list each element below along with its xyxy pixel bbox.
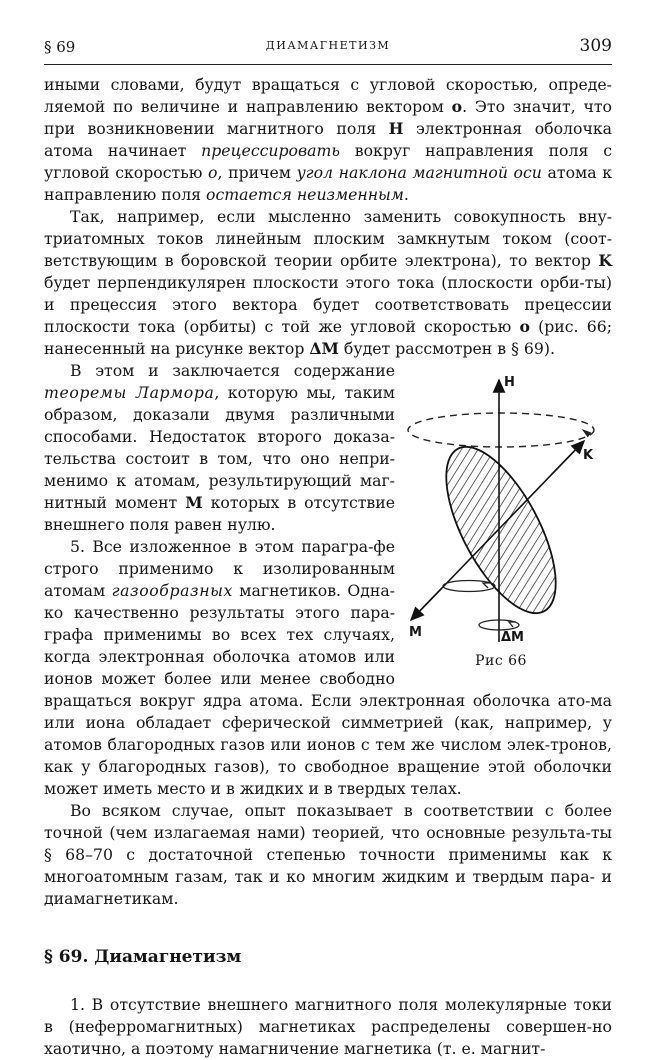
precession-diagram bbox=[401, 370, 616, 650]
label-m: M bbox=[409, 625, 422, 640]
running-title: ДИАМАГНЕТИЗМ bbox=[265, 39, 391, 52]
lower-precession-ellipse bbox=[443, 581, 495, 592]
figure-caption: Рис 66 bbox=[475, 653, 527, 669]
top-precession-ellipse bbox=[408, 413, 594, 447]
page-number: 309 bbox=[579, 36, 612, 56]
section-title: § 69. Диамагнетизм bbox=[44, 947, 242, 967]
paragraph-1: иными словами, будут вращаться с угловой скоростью, опреде-ляемой по величине и направлению вектором o. Это значит, что при возникновении магнитного поля H электронная оболочка атома начинает прецессировать вокруг направления поля с угловой скоростью o, причем угол наклона магнитной оси атома к направлению поля остается неизменным. bbox=[44, 75, 612, 204]
paragraph-5: Во всяком случае, опыт показывает в соответствии с более точной (чем излагаемая нами) теорией, что основные результа-ты § 68–70 с достаточной степенью точности применимы как к многоатомным газам, так и ко многим жидким и твердым пара- и диамагнетикам. bbox=[44, 801, 612, 908]
label-h: H bbox=[504, 375, 515, 390]
page-header bbox=[44, 38, 612, 60]
label-k: K bbox=[583, 448, 594, 463]
header-rule bbox=[44, 64, 612, 65]
paragraph-3: В этом и заключается содержание теоремы Лармора, которую мы, таким образом, доказали двумя различными способами. Недостаток второго доказа-тельства состоит в том, что оно непри-менимо к атомам, результирующий маг-нитный момент M которых в отсутствие внешнего поля равен нулю. bbox=[44, 361, 395, 534]
page-body bbox=[44, 74, 612, 1060]
header-section: § 69 bbox=[44, 38, 76, 56]
paragraph-2: Так, например, если мысленно заменить совокупность вну-триатомных токов линейным плоским замкнутым током (соот-ветствующим в боровской теории орбите электрона), то вектор K будет перпендикулярен плоскости этого тока (плоскости орби-ты) и прецессия этого вектора будет соответствовать прецессии плоскости тока (орбиты) с той же угловой скоростью o (рис. 66; нанесенный на рисунке вектор ΔM будет рассмотрен в § 69). bbox=[44, 207, 612, 358]
paragraph-4: 5. Все изложенное в этом парагра-фе строго применимо к изолированным атомам газообразных магнетиков. Одна-ко качественно результаты этого пара-графа применимы во всех тех случаях, когда электронная оболочка атомов или ионов может более или менее свободно вращаться вокруг ядра атома. Если электронная оболочка ато-ма или иона обладает сферической симметрией (как, например, у атомов благородных газов или ионов с тем же числом элек-тронов, как у благородных газов), то свободное вращение этой оболочки может иметь место и в жидких и в твердых телах. bbox=[44, 537, 612, 798]
orbit-ellipse bbox=[424, 431, 577, 629]
paragraph-6: 1. В отсутствие внешнего магнитного поля молекулярные токи в (неферромагнитных) магнетиках распределены совершен-но хаотично, а поэтому намагничение магнетика (т. е. магнит- bbox=[44, 995, 612, 1058]
figure-66 bbox=[401, 370, 616, 675]
label-delta-m: ΔM bbox=[501, 630, 524, 645]
